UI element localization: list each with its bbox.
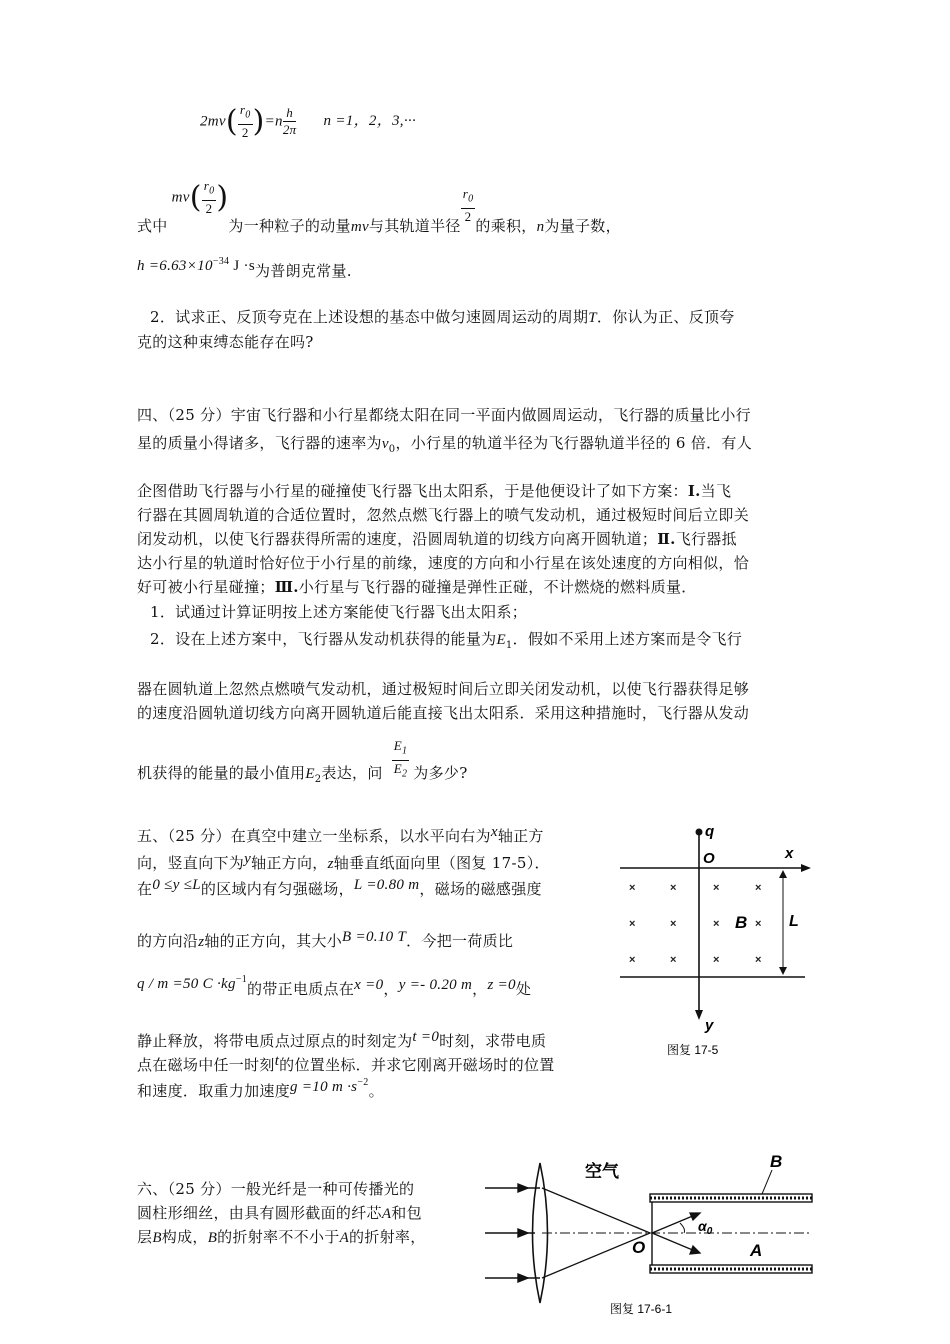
label-y: y: [705, 1017, 714, 1034]
p5-g-exp: −2: [357, 1077, 369, 1088]
planck-exp: −34: [212, 256, 230, 267]
label-B: B: [770, 1152, 783, 1171]
figure-17-6-1: [480, 1145, 820, 1325]
p4-E2: E: [305, 766, 315, 783]
p5-y0: y =- 0.20 m: [398, 977, 473, 993]
svg-text:×: ×: [670, 918, 677, 930]
def-mv2: mv: [350, 219, 369, 236]
label-air: 空气: [585, 1162, 619, 1181]
p5-l3c: ，磁场的磁感强度: [419, 880, 542, 898]
p5-line7: [137, 1054, 555, 1075]
charge-dot: [696, 829, 703, 836]
p4-roman1: Ⅰ.: [687, 482, 701, 500]
p6-l3d: 的折射率，: [349, 1228, 426, 1246]
p4-l11b: 表达，问: [321, 764, 383, 783]
p5-l2b: 轴正方向，: [251, 854, 328, 872]
p5-x: x: [490, 824, 498, 840]
p4-roman2: Ⅱ.: [657, 530, 676, 548]
label-L: L: [789, 913, 799, 930]
p5-z: z: [327, 856, 334, 872]
q2-line1: [150, 306, 735, 327]
def-r-den: 2: [205, 200, 213, 216]
p4-l11a: 机获得的能量的最小值用: [137, 764, 306, 783]
p4-l5a: 闭发动机，以使飞行器获得所需的速度，沿圆周轨道的切线方向离开圆轨道；: [137, 530, 658, 548]
p4-l11c: 为多少?: [413, 764, 468, 783]
def-n: n: [536, 219, 545, 236]
p5-L: L =0.80 m: [353, 877, 420, 893]
svg-text:×: ×: [755, 954, 762, 966]
p5-l6a: 静止释放，将带电质点过原点的时刻定为: [137, 1032, 413, 1050]
p6-l3a: 层: [137, 1228, 153, 1246]
svg-text:×: ×: [713, 954, 720, 966]
p6-B2: B: [207, 1230, 218, 1246]
x-axis-arrow: [801, 864, 811, 872]
p6-l2b: 和包: [391, 1204, 422, 1222]
p5-line8: [137, 1077, 384, 1101]
planck-text: 为普朗克常量.: [254, 262, 352, 280]
ratio-E2-sub: 2: [401, 768, 408, 780]
angle-arc: [680, 1223, 685, 1233]
eq-n: =n: [264, 113, 283, 130]
p4-roman3: Ⅲ.: [274, 578, 299, 596]
label-B: B: [735, 913, 748, 932]
svg-text:×: ×: [629, 918, 636, 930]
p5-l7b: 的位置坐标．并求它刚离开磁场时的位置: [279, 1056, 555, 1074]
label-q: q: [705, 823, 715, 840]
p5-l6b: 时刻，求带电质: [439, 1032, 547, 1050]
p4-ratio: [392, 738, 410, 782]
svg-text:×: ×: [713, 882, 720, 894]
eq-r-sub: 0: [245, 109, 251, 121]
p5-line4: [137, 930, 513, 951]
def-text1: 为一种粒子的动量: [228, 217, 351, 236]
p5-l2a: 向，竖直向下为: [137, 854, 245, 872]
p4-line2: [137, 432, 752, 455]
L-arrow-top: [779, 870, 787, 878]
p5-l1b: 轴正方: [497, 827, 544, 845]
q2-T: T: [588, 310, 597, 326]
def-r2: r: [462, 186, 469, 201]
p6-line1: 六、（25 分）一般光纤是一种可传播光的: [137, 1180, 415, 1198]
p5-x0: x =0: [354, 977, 384, 993]
eq-frac-den: 2: [241, 124, 249, 140]
def-r: r: [203, 178, 210, 193]
p4-l2b: ，小行星的轨道半径为飞行器轨道半径的 6 倍．有人: [395, 434, 753, 452]
p6-line3: [137, 1226, 426, 1247]
p5-line3: [137, 878, 542, 899]
p6-l3c: 的折射率不不小于: [217, 1228, 340, 1246]
p5-y: y: [244, 851, 252, 867]
p4-q2b: ．假如不采用上述方案而是令飞行: [512, 630, 743, 648]
p5-t0: t =0: [412, 1029, 440, 1045]
p4-l2a: 星的质量小得诸多，飞行器的速率为: [137, 434, 382, 452]
p5-l4b: 轴的正方向，其大小: [204, 932, 343, 950]
label-alpha: $\alpha_0$: [698, 1218, 713, 1237]
eq-h: h: [283, 105, 297, 122]
p4-E1-sub: 1: [505, 640, 513, 651]
planck-value: h =6.63×10: [137, 258, 213, 274]
p5-line5: q / m =50 $C \cdot kg^{-1}$的带正电质点在x =0，y =- 0.20 m，z =0处: [137, 974, 532, 998]
svg-text:×: ×: [629, 954, 636, 966]
svg-text:×: ×: [755, 882, 762, 894]
p5-line6: [137, 1030, 546, 1051]
q2-text: 2．试求正、反顶夸克在上述设想的基态中做匀速圆周运动的周期: [150, 308, 589, 326]
definition-line: 式中mv( $\frac{r_0}{2}$ )为一种粒子的动量mv与其轨道半径 $\frac{r_0}{2}$ 的乘积，n为量子数，: [137, 178, 621, 236]
p4-E1: E: [496, 632, 506, 648]
figure-17-5: [615, 820, 815, 1065]
p4-v0-sub: 0: [388, 444, 396, 455]
p5-l5a: 的带正电质点在: [247, 980, 355, 998]
p5-l3a: 在: [137, 880, 153, 898]
p5-l8a: 和速度．取重力加速度: [137, 1082, 291, 1100]
q2-line2: 克的这种束缚态能存在吗?: [137, 333, 314, 351]
label-O: O: [632, 1238, 646, 1257]
label-O: O: [703, 850, 715, 867]
p4-l5b: 飞行器抵: [675, 530, 737, 548]
planck-unit: J ·s: [229, 258, 255, 274]
ratio-E2: E: [393, 760, 402, 776]
p6-line2: [137, 1202, 422, 1223]
p4-line1: 四、（25 分）宇宙飞行器和小行星都绕太阳在同一平面内做圆周运动，飞行器的质量比小行: [137, 406, 751, 424]
def-r2-sub: 0: [468, 193, 474, 205]
p6-A2: A: [339, 1230, 350, 1246]
B-leader-line: [762, 1170, 772, 1194]
p4-l3a: 企图借助飞行器与小行星的碰撞使飞行器飞出太阳系，于是他便设计了如下方案：: [137, 482, 688, 500]
p5-qm-exp: −1: [235, 974, 248, 985]
p5-l2c: 轴垂直纸面向里（图复 17-5）．: [333, 854, 550, 872]
p4-line9: 器在圆轨道上忽然点燃喷气发动机，通过极短时间后立即关闭发动机，以使飞行器获得足够: [137, 680, 750, 698]
p5-B: B =0.10 T: [342, 929, 407, 945]
p4-line5: [137, 528, 737, 549]
p4-line7: [137, 576, 697, 597]
p5-l5b: 处: [515, 980, 532, 998]
p5-range: 0 ≤y ≤L: [152, 877, 201, 893]
p6-B: B: [152, 1230, 162, 1246]
p4-q1: 1．试通过计算证明按上述方案能使飞行器飞出太阳系；: [150, 603, 528, 621]
p5-l3b: 的区域内有匀强磁场，: [200, 880, 354, 898]
eq-2pi: 2π: [282, 121, 297, 137]
def-mv: mv: [171, 189, 190, 206]
p4-line11: [137, 738, 468, 796]
quantization-equation: 2mv( $\frac{r_0}{2}$ )=n $\frac{h}{2\pi}$ n =1，2，3,···: [200, 102, 417, 140]
eq-r: r: [239, 102, 246, 117]
p4-line4: 行器在其圆周轨道的合适位置时，忽然点燃飞行器上的喷气发动机，通过极短时间后立即关: [137, 506, 750, 524]
def-text2: 与其轨道半径: [368, 217, 461, 236]
svg-text:×: ×: [670, 954, 677, 966]
p5-l4a: 的方向沿: [137, 932, 199, 950]
p5-t: t: [274, 1053, 280, 1069]
p4-line3: [137, 480, 731, 501]
p5-l7a: 点在磁场中任一时刻: [137, 1056, 275, 1074]
p4-line10: 的速度沿圆轨道切线方向离开圆轨道后能直接飞出太阳系．采用这种措施时，飞行器从发动: [137, 704, 750, 722]
def-r-sub: 0: [209, 185, 215, 197]
p4-q2: [150, 628, 742, 651]
p6-A: A: [381, 1206, 392, 1222]
eq-lhs: 2mv: [200, 113, 226, 130]
p6-l2a: 圆柱形细丝，由具有圆形截面的纤芯: [137, 1204, 382, 1222]
eq-n-values: n =1，2，3,···: [323, 113, 417, 130]
planck-line: [137, 254, 352, 280]
label-x: x: [785, 845, 794, 862]
p4-line6: 达小行星的轨道时恰好位于小行星的前缘，速度的方向和小行星在该处速度的方向相似，恰: [137, 554, 750, 572]
p4-l3b: 当飞: [700, 482, 732, 500]
fig5-caption: 图复 17-5: [667, 1043, 719, 1057]
def-text3: 的乘积，: [475, 217, 537, 236]
svg-text:×: ×: [670, 882, 677, 894]
svg-text:×: ×: [629, 882, 636, 894]
p5-z0: z =0: [487, 977, 516, 993]
p4-E2-sub: 2: [314, 774, 322, 786]
label-A: A: [750, 1241, 763, 1260]
q2-text-end: ．你认为正、反顶夸: [596, 308, 735, 326]
p5-line2: [137, 852, 550, 873]
p5-l1a: 五、（25 分）在真空中建立一坐标系，以水平向右为: [137, 827, 491, 845]
ratio-E1-sub: 1: [401, 745, 408, 757]
def-text4: 为量子数，: [544, 217, 621, 236]
svg-text:×: ×: [713, 918, 720, 930]
def-r2-den: 2: [464, 208, 472, 224]
p6-l3b: 构成，: [161, 1228, 208, 1246]
fig6-caption: 图复 17-6-1: [610, 1302, 673, 1316]
p5-g: g =10 m ·s: [290, 1079, 358, 1095]
def-prefix: 式中: [137, 217, 168, 236]
y-axis-arrow: [695, 1010, 703, 1020]
p5-z2: z: [198, 934, 205, 950]
p4-v0: v: [381, 436, 389, 452]
svg-text:×: ×: [755, 918, 762, 930]
L-arrow-bottom: [779, 967, 787, 975]
p4-l7b: 小行星与飞行器的碰撞是弹性正碰，不计燃烧的燃料质量．: [298, 578, 697, 596]
ratio-E1: E: [393, 738, 402, 753]
p5-line1: [137, 825, 544, 846]
p5-qm: q / m =50 C ·kg: [137, 976, 236, 992]
p5-l4c: ．今把一荷质比: [406, 932, 514, 950]
p4-q2a: 2．设在上述方案中，飞行器从发动机获得的能量为: [150, 630, 497, 648]
p5-l8b: 。: [368, 1082, 384, 1100]
p4-l7a: 好可被小行星碰撞；: [137, 578, 275, 596]
